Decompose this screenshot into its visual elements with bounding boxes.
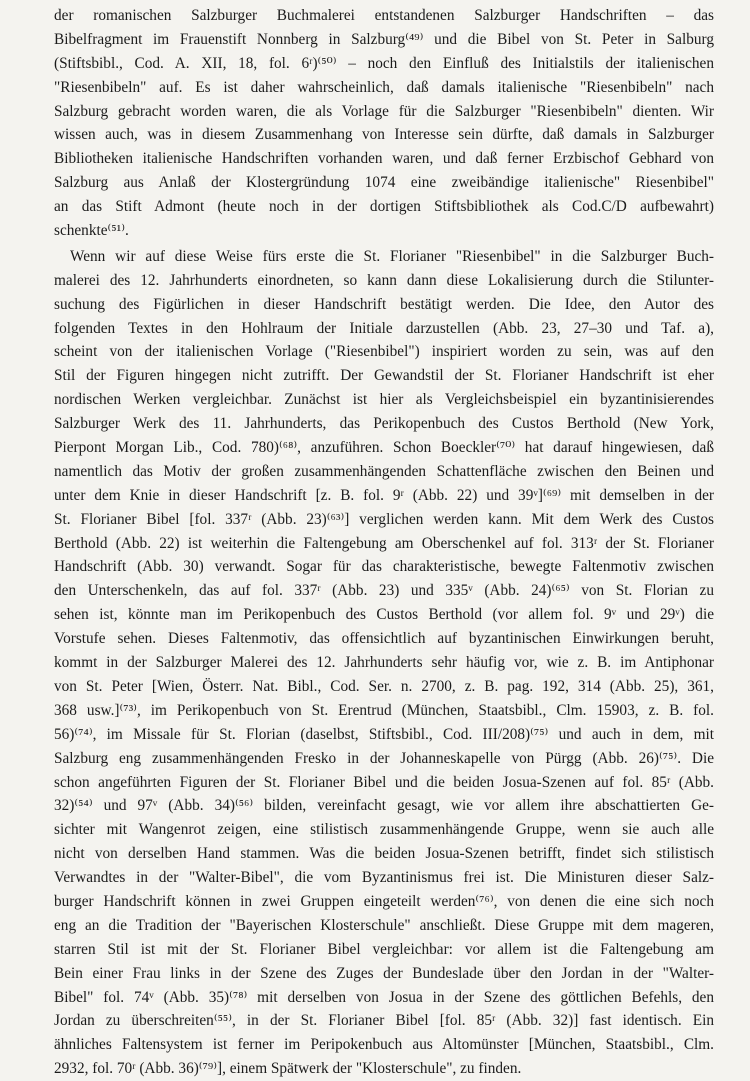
text-line: (Stiftsbibl., Cod. A. XII, 18, fol. 6ʳ)⁽⁵⁰⁾ – noch den Einfluß des Initialstils der italienischen xyxy=(54,54,714,72)
text-line: "Riesenbibeln" auf. Es ist daher wahrscheinlich, daß damals italienische "Riesenbibeln" nach xyxy=(54,78,714,96)
text-line: nordischen Werken vergleichbar. Zunächst ist hier als Vergleichsbeispiel ein byzantinisierendes xyxy=(54,391,714,409)
text-line: sehen ist, könnte man im Perikopenbuch des Custos Berthold (vor allem fol. 9ᵛ und 29ᵛ) die xyxy=(54,606,714,624)
text-line: Bibliotheken italienische Handschriften vorhanden waren, und daß ferner Erzbischof Gebhard von xyxy=(54,150,714,168)
text-line: unter dem Knie in dieser Handschrift [z. B. fol. 9ʳ (Abb. 22) und 39ᵛ]⁽⁶⁹⁾ mit demselben in der xyxy=(54,486,714,504)
text-line: ähnliches Faltensystem ist ferner im Peripokenbuch aus Altomünster [München, Staatsbibl., Clm. xyxy=(54,1036,714,1054)
text-line: Verwandtes in der "Walter-Bibel", die vom Byzantinismus frei ist. Die Ministuren dieser Salz- xyxy=(54,869,714,887)
text-line: Jordan zu überschreiten⁽⁵⁵⁾, in der St. Florianer Bibel [fol. 85ʳ (Abb. 32)] fast identisch. Ein xyxy=(54,1012,714,1030)
text-line: namentlich das Motiv der großen zusammenhängenden Schattenfläche zwischen den Beinen und xyxy=(54,462,714,480)
text-line: 32)⁽⁵⁴⁾ und 97ᵛ (Abb. 34)⁽⁵⁶⁾ bilden, vereinfacht gesagt, wie vor allem ihre abschattierten Ge- xyxy=(54,797,714,815)
text-line: malerei des 12. Jahrhunderts einordneten, so kann dann diese Lokalisierung durch die Stilunter- xyxy=(54,271,714,289)
text-line: der romanischen Salzburger Buchmalerei entstandenen Salzburger Handschriften – das xyxy=(54,7,714,24)
text-line: Salzburg gebracht worden waren, die als Vorlage für die Salzburger "Riesenbibeln" dienten. Wir xyxy=(54,102,714,120)
text-line: 2932, fol. 70ʳ (Abb. 36)⁽⁷⁹⁾], einem Spätwerk der "Klosterschule", zu finden. xyxy=(54,1060,522,1078)
text-line: St. Florianer Bibel [fol. 337ʳ (Abb. 23)⁽⁶³⁾] verglichen werden kann. Mit dem Werk des Custos xyxy=(54,510,714,528)
text-line: Pierpont Morgan Lib., Cod. 780)⁽⁶⁸⁾, anzuführen. Schon Boeckler⁽⁷⁰⁾ hat darauf hingewiesen, daß xyxy=(54,439,714,457)
text-line: nicht von derselben Hand stammen. Was die beiden Josua-Szenen betrifft, findet sich stilistisch xyxy=(54,845,714,863)
text-line: wissen auch, was in diesem Zusammenhang von Interesse sein dürfte, daß damals in Salzburger xyxy=(54,126,714,144)
paragraph-1 xyxy=(54,4,714,243)
text-line: Stil der Figuren hingegen nicht zutrifft. Der Gewandstil der St. Florianer Handschrift ist eher xyxy=(54,367,714,385)
text-line: den Unterschenkeln, das auf fol. 337ʳ (Abb. 23) und 335ᵛ (Abb. 24)⁽⁶⁵⁾ von St. Florian zu xyxy=(54,582,714,600)
text-line: sichter mit Wangenrot zeigen, eine stilistisch zusammenhängende Gruppe, wenn sie auch alle xyxy=(54,821,714,839)
text-line: suchung des Figürlichen in dieser Handschrift bestätigt werden. Die Idee, den Autor des xyxy=(54,295,714,313)
text-line: eng an die Tradition der "Bayerischen Klosterschule" anschließt. Diese Gruppe mit dem mageren, xyxy=(54,916,714,934)
text-line: starren Stil ist mit der St. Florianer Bibel vergleichbar: vor allem ist die Faltengebung am xyxy=(54,940,714,958)
text-line: Bein einer Frau links in der Szene des Zuges der Bundeslade über den Jordan in der "Walter- xyxy=(54,964,714,982)
text-line: 56)⁽⁷⁴⁾, im Missale für St. Florian (daselbst, Stiftsbibl., Cod. III/208)⁽⁷⁵⁾ und auch in dem, mit xyxy=(54,725,714,743)
text-line: von St. Peter [Wien, Österr. Nat. Bibl., Cod. Ser. n. 2700, z. B. pag. 192, 314 (Abb. 25), 361, xyxy=(54,677,714,695)
text-line: 368 usw.]⁽⁷³⁾, im Perikopenbuch von St. Erentrud (München, Staatsbibl., Clm. 15903, z. B. fol. xyxy=(54,701,714,719)
text-line: scheint von der italienischen Vorlage ("Riesenbibel") inspiriert worden zu sein, was auf den xyxy=(54,343,714,361)
text-line: burger Handschrift können in zwei Gruppen eingeteilt werden⁽⁷⁶⁾, von denen die eine sich noch xyxy=(54,892,714,910)
text-line: schenkte⁽⁵¹⁾. xyxy=(54,222,129,240)
text-line: kommt in der Salzburger Malerei des 12. Jahrhunderts sehr häufig vor, wie z. B. im Antiphonar xyxy=(54,654,714,672)
text-line: Salzburg aus Anlaß der Klostergründung 1074 eine zweibändige italienische" Riesenbibel" xyxy=(54,174,714,192)
paragraph-2 xyxy=(54,245,714,1081)
text-line: Bibelfragment im Frauenstift Nonnberg in Salzburg⁽⁴⁹⁾ und die Bibel von St. Peter in Salburg xyxy=(54,30,714,48)
text-line: an das Stift Admont (heute noch in der dortigen Stiftsbibliothek als Cod.C/D aufbewahrt) xyxy=(54,198,714,216)
text-line: schon angeführten Figuren der St. Florianer Bibel und die beiden Josua-Szenen auf fol. 85ʳ (Abb. xyxy=(54,773,714,791)
text-line: Vorstufe sehen. Dieses Faltenmotiv, das offensichtlich auf byzantinischen Einwirkungen beruht, xyxy=(54,630,714,648)
text-line: Salzburg eng zusammenhängenden Fresko in der Johanneskapelle von Pürgg (Abb. 26)⁽⁷⁵⁾. Die xyxy=(54,749,714,767)
text-line: Salzburger Werk des 11. Jahrhunderts, das Perikopenbuch des Custos Berthold (New York, xyxy=(54,415,714,433)
text-line: Bibel" fol. 74ᵛ (Abb. 35)⁽⁷⁸⁾ mit derselben von Josua in der Szene des göttlichen Befehls, den xyxy=(54,988,714,1006)
text-line: folgenden Textes in den Hohlraum der Initiale darzustellen (Abb. 23, 27–30 und Taf. a), xyxy=(54,319,714,337)
text-line: Berthold (Abb. 22) ist weiterhin die Faltengebung am Oberschenkel auf fol. 313ʳ der St. Florianer xyxy=(54,534,714,552)
text-line: Handschrift (Abb. 30) verwandt. Sogar für das charakteristische, bewegte Faltenmotiv zwischen xyxy=(54,558,714,576)
text-line: Wenn wir auf diese Weise fürs erste die St. Florianer "Riesenbibel" in die Salzburger Buch- xyxy=(70,247,714,265)
